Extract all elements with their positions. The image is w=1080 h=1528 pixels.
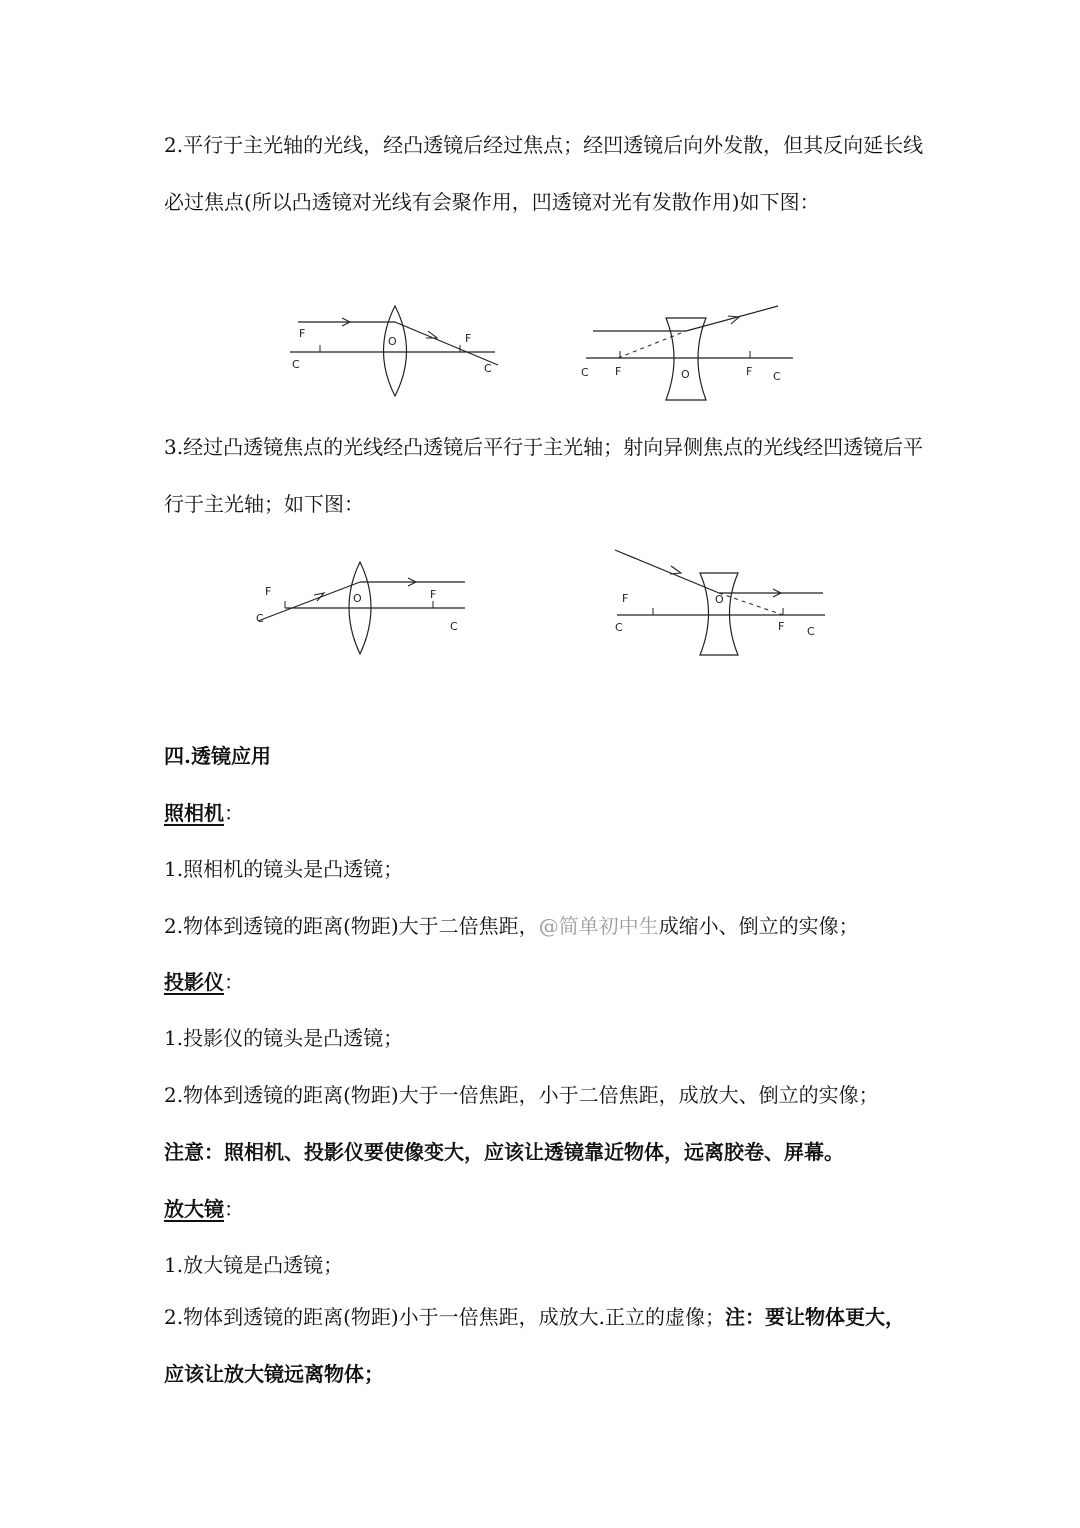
watermark-text: @简单初中生 (538, 914, 659, 938)
focus-label: F (465, 332, 472, 345)
focus-label: F (615, 365, 622, 378)
concave-lens-focus-ray-diagram (605, 545, 833, 660)
projector-item-2: 2.物体到透镜的距离(物距)大于一倍焦距，小于二倍焦距，成放大、倒立的实像； (164, 1083, 879, 1107)
magnifier-title: 放大镜 (164, 1197, 224, 1221)
magnifier-colon: ： (224, 1197, 244, 1221)
focus-label: F (778, 620, 785, 633)
camera-subheading (164, 797, 244, 826)
camera-item-2-text: 2.物体到透镜的距离(物距)大于二倍焦距， (164, 914, 539, 938)
camera-title: 照相机 (164, 801, 224, 825)
camera-item-2-tail: 成缩小、倒立的实像； (658, 914, 859, 938)
ray-arrow (314, 593, 324, 601)
magnifier-item-2-text: 2.物体到透镜的距离(物距)小于一倍焦距，成放大.正立的虚像； (164, 1305, 726, 1329)
concave-lens-shape (666, 318, 706, 400)
refracted-ray (395, 322, 498, 365)
c-label: C (450, 620, 458, 633)
c-label: C (615, 621, 623, 634)
section-3-paragraph: 3.经过凸透镜焦点的光线经凸透镜后平行于主光轴；射向异侧焦点的光线经凹透镜后平行于主光轴；如下图： (164, 435, 924, 516)
convex-lens-shape (384, 306, 407, 396)
incident-ray (615, 550, 719, 593)
extension-line (618, 331, 686, 358)
focus-label: F (430, 588, 437, 601)
focus-label: F (622, 592, 629, 605)
note-paragraph: 注意：照相机、投影仪要使像变大，应该让透镜靠近物体，远离胶卷、屏幕。 (164, 1140, 844, 1164)
projector-item-1: 1.投影仪的镜头是凸透镜； (164, 1026, 404, 1050)
c-label: C (256, 612, 264, 625)
projector-colon: ： (224, 970, 244, 994)
focus-label: F (265, 585, 272, 598)
focus-label: F (746, 365, 753, 378)
optical-center-label: O (388, 335, 397, 348)
camera-item-1: 1.照相机的镜头是凸透镜； (164, 857, 404, 881)
magnifier-item-2-note: 注：要让物体更大，应该让放大镜远离物体； (164, 1305, 906, 1386)
concave-lens-shape (700, 573, 738, 655)
projector-title: 投影仪 (164, 970, 224, 994)
heading-lens-applications: 四.透镜应用 (164, 744, 271, 768)
camera-item-2 (164, 910, 859, 939)
concave-lens-parallel-ray-diagram (578, 300, 803, 405)
incident-ray (258, 582, 360, 621)
ray-arrow (728, 316, 739, 324)
c-label: C (807, 625, 815, 638)
magnifier-item-2 (164, 1289, 924, 1403)
c-label: C (581, 366, 589, 379)
magnifier-subheading (164, 1193, 244, 1222)
optical-center-label: O (715, 593, 724, 606)
convex-lens-focus-ray-diagram (250, 558, 475, 663)
magnifier-item-1: 1.放大镜是凸透镜； (164, 1253, 344, 1277)
optical-center-label: O (353, 592, 362, 605)
section-2-paragraph: 2.平行于主光轴的光线，经凸透镜后经过焦点；经凹透镜后向外发散，但其反向延长线必过焦点(所以凸透镜对光线有会聚作用，凹透镜对光有发散作用)如下图： (164, 133, 924, 214)
c-label: C (773, 370, 781, 383)
projector-subheading (164, 966, 244, 995)
optical-center-label: O (681, 368, 690, 381)
convex-lens-parallel-ray-diagram (280, 300, 510, 405)
c-label: C (292, 358, 300, 371)
c-label: C (484, 362, 492, 375)
camera-colon: ： (224, 801, 244, 825)
focus-label: F (299, 327, 306, 340)
